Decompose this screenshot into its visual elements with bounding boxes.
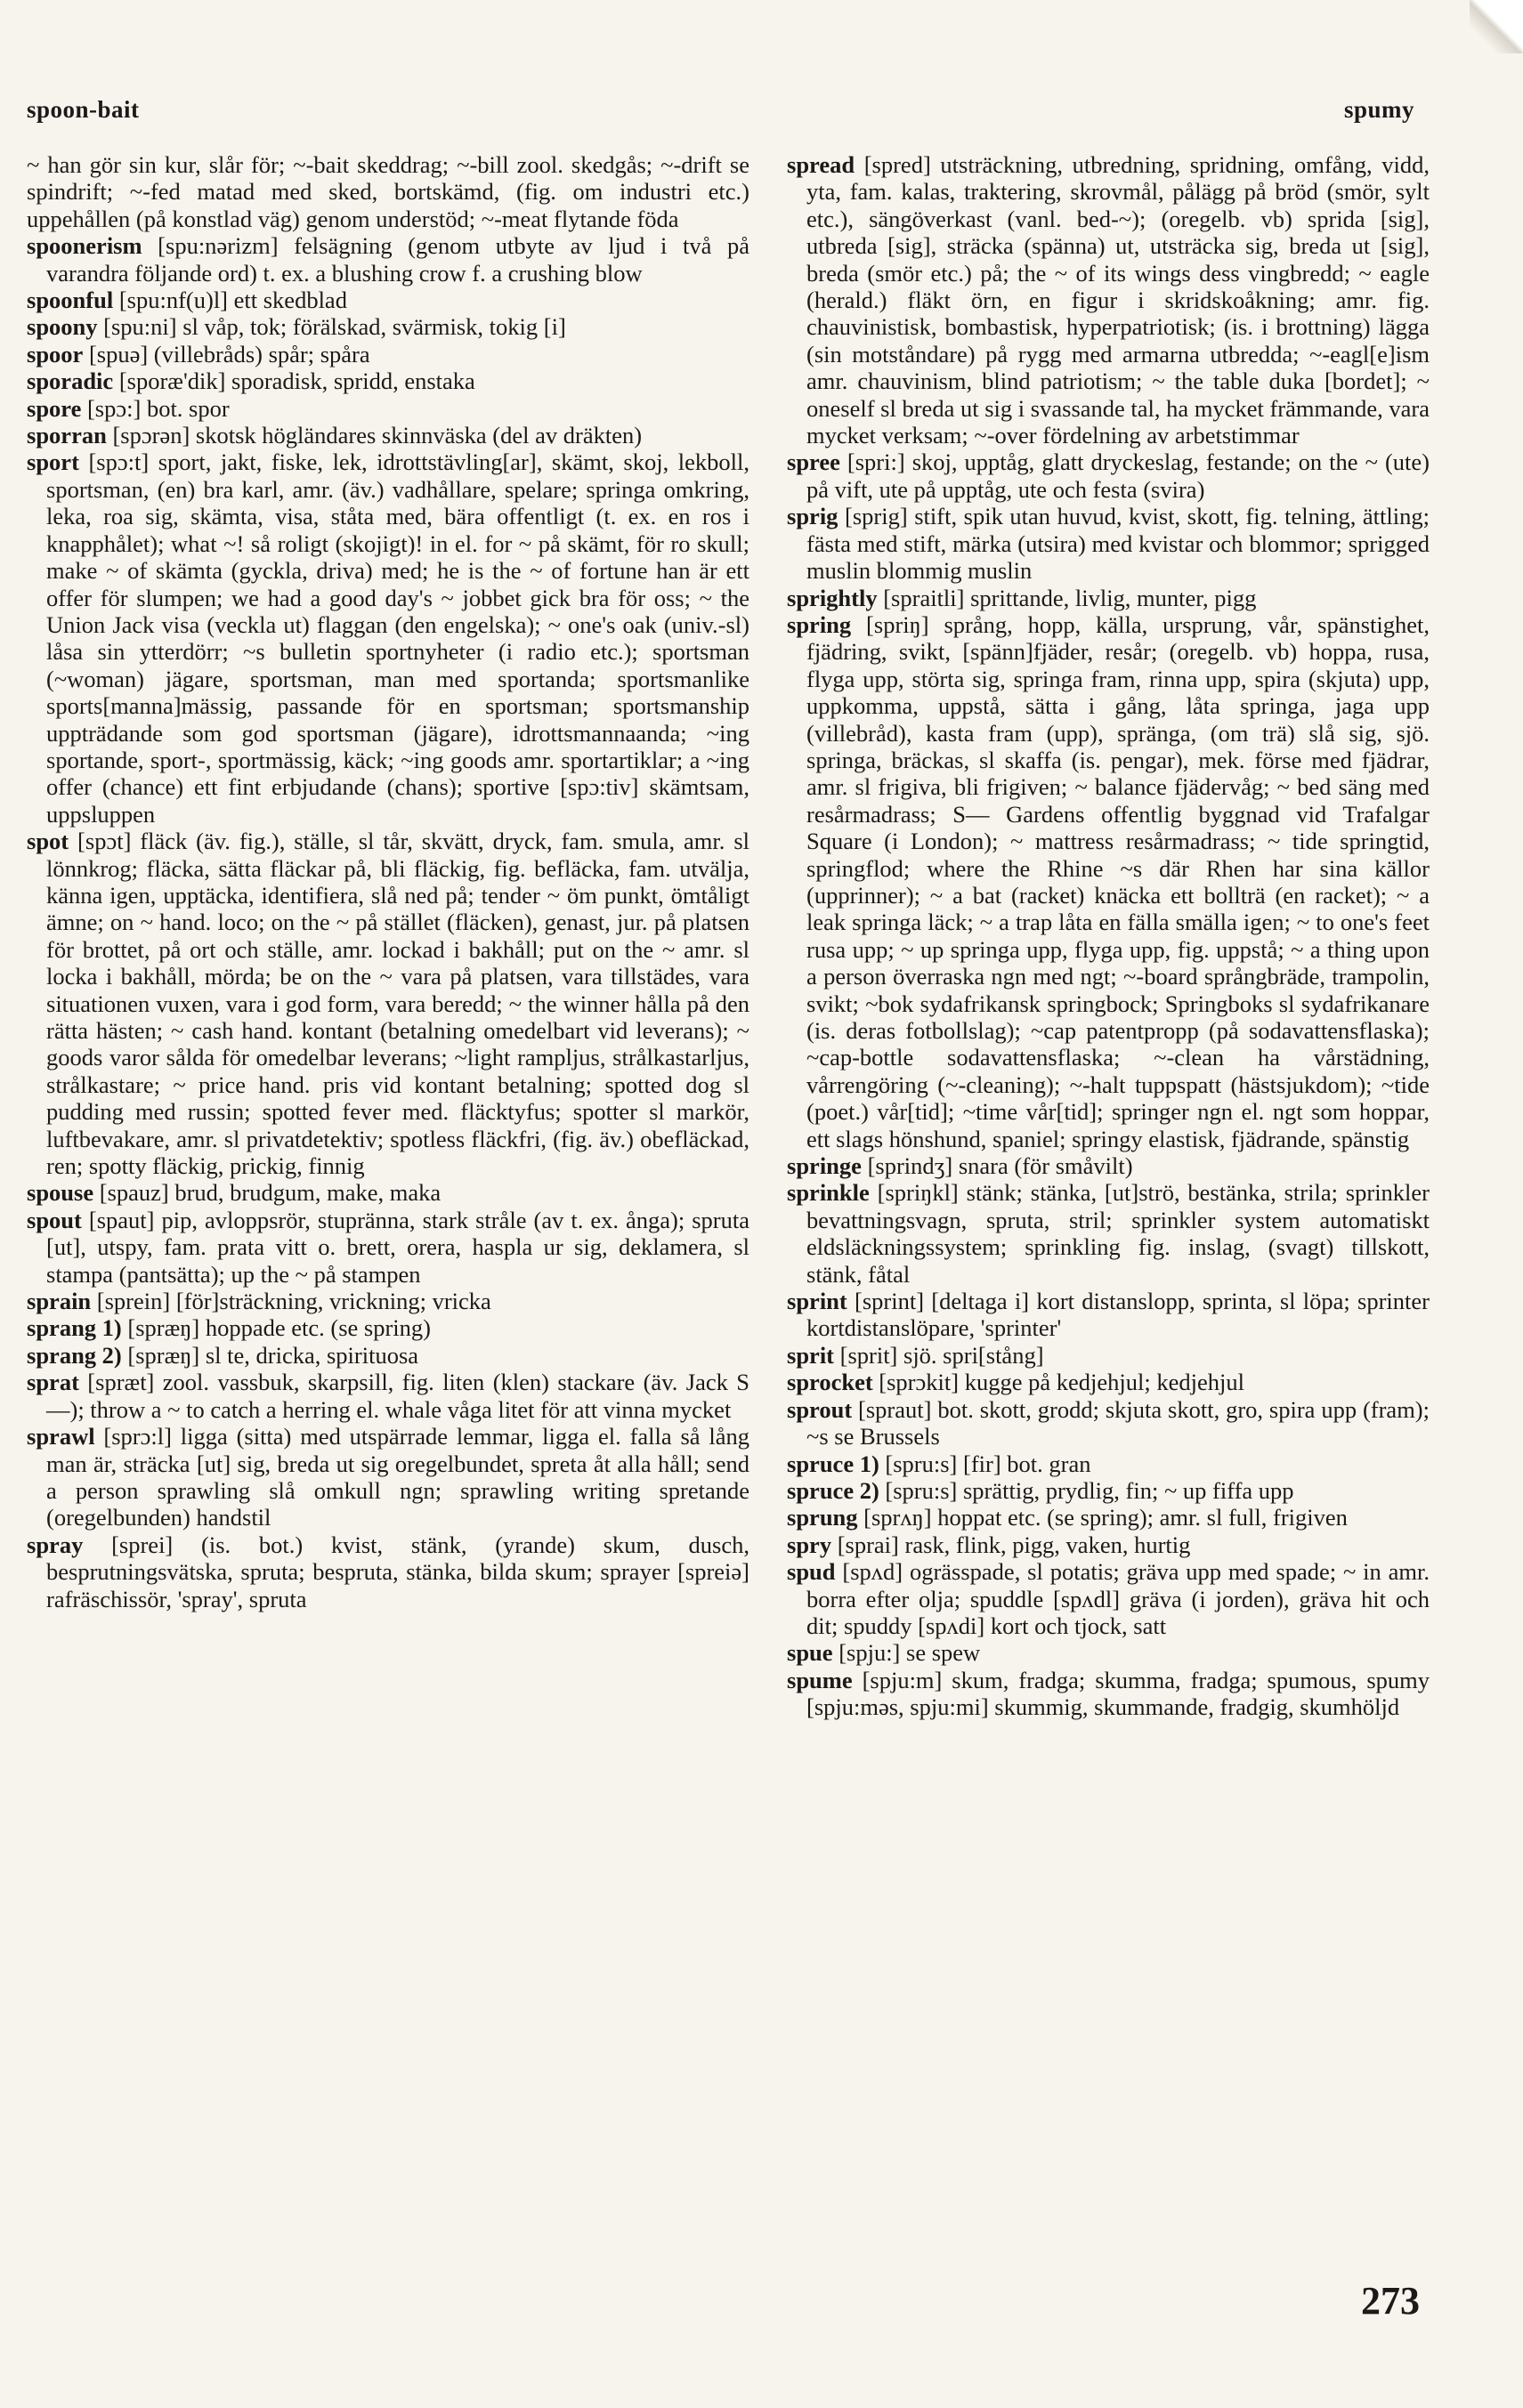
entry-spread: spread [spred] utsträckning, utbredning, spridning, omfång, vidd, yta, fam. kalas, traktering, skrovmål, pålägg på bröd (smör, sylt etc.), sängöverkast (vanl. bed-~); (oregelb. vb) sprida [sig], utbreda [sig], sträcka (spänna) ut, utsträcka sig, breda ut [sig], breda (smör etc.) på; the ~ of its wings dess vingbredd; ~ eagle (herald.) fläkt örn, en figur i skridskoåkning; amr. fig. chauvinistisk, bombastisk, hyperpatriotisk; (is. i brottning) lägga (sin motståndare) på rygg med armarna utbredda; ~-eagl[e]ism amr. chauvinism, blind patriotism; ~ the table duka [bordet]; ~ oneself sl breda ut sig i svassande tal, ha mycket främmande, vara mycket verksam; ~-over fördelning av arbetstimmar [787, 151, 1430, 449]
entry-spud: spud [spʌd] ogrässpade, sl potatis; gräva upp med spade; ~ in amr. borra efter olja; spuddle [spʌdl] gräva (i jorden), gräva hit och dit; spuddy [spʌdi] kort och tjock, satt [787, 1558, 1430, 1639]
entry-spout: spout [spaut] pip, avloppsrör, stupränna, stark stråle (av t. ex. ånga); spruta [ut], utspy, fam. prata vitt o. brett, orera, haspla ur sig, deklamera, sl stampa (pantsätta); up the ~ på stampen [27, 1206, 749, 1288]
entry-sporadic: sporadic [sporæ'dik] sporadisk, spridd, enstaka [27, 368, 475, 395]
entry-sprout: sprout [spraut] bot. skott, grodd; skjuta skott, gro, spira upp (fram); ~s se Brussels [787, 1395, 1430, 1450]
entry-spouse: spouse [spauz] brud, brudgum, make, maka [27, 1179, 442, 1207]
entry-sprawl: sprawl [sprɔ:l] ligga (sitta) med utspärrade lemmar, ligga el. falla så lång man är, sträcka [ut] sig, breda ut sig oregelbundet, spreta åt alla håll; send a person sprawling slå omkull ngn; sprawling writing spretande (oregelbunden) handstil [27, 1423, 749, 1531]
entry-spruce-1: spruce 1) [spru:s] [fir] bot. gran [787, 1450, 1091, 1477]
entry-sprang-2: sprang 2) [spræŋ] sl te, dricka, spirituosa [27, 1341, 419, 1369]
entry-sprint: sprint [sprint] [deltaga i] kort distanslopp, sprinta, sl löpa; sprinter kortdistanslöpare, 'sprinter' [787, 1288, 1430, 1342]
entry-spring: spring [spriŋ] språng, hopp, källa, ursprung, vår, spänstighet, fjädring, svikt, [spänn]fjäder, resår; (oregelb. vb) hoppa, rusa, flyga upp, störta sig, springa fram, rinna upp, spira (skjuta) upp, uppkomma, uppstå, sätta i gång, låta springa, jaga upp (villebråd), kasta fram (upp), spränga, (om trä) slå sig, sjö. springa, bräckas, sl skaffa (is. pengar), mek. förse med fjädrar, amr. sl frigiva, bli frigiven; ~ balance fjädervåg; ~ bed säng med resårmadrass; S— Gardens offentlig byggnad vid Trafalgar Square (i London); ~ mattress resårmadrass; ~ tide springtid, springflod; where the Rhine ~s där Rhen har sina källor (upprinner); ~ a bat (racket) knäcka ett bollträ (en racket); ~ a leak springa läck; ~ a trap låta en fälla smälla igen; ~ to one's feet rusa upp; ~ up springa upp, flyga upp, fig. uppstå; ~ a thing upon a person överraska ngn med ngt; ~-board språngbräde, trampolin, svikt; ~bok sydafrikansk springbock; Springboks sl sydafrikanare (is. deras fotbollslag); ~cap patentpropp (på sodavattensflaska); ~cap-bottle sodavattensflaska; ~-clean ha vårstädning, vårrengöring (~-cleaning); ~-halt tuppspatt (hästsjukdom); ~tide (poet.) vår[tid]; ~time vår[tid]; springer ngn el. ngt som hoppar, ett slags hönshund, spaniel; springy elastisk, fjädrande, spänstig [787, 610, 1430, 1152]
entry-spoony: spoony [spu:ni] sl våp, tok; förälskad, svärmisk, tokig [i] [27, 313, 566, 341]
running-head-right: spumy [1343, 96, 1414, 123]
entry-spree: spree [spri:] skoj, upptåg, glatt dryckeslag, festande; on the ~ (ute) på vift, ute på upptåg, ute och festa (svira) [787, 448, 1430, 503]
entry-spruce-2: spruce 2) [spru:s] sprättig, prydlig, fin; ~ up fiffa upp [787, 1476, 1294, 1504]
entry-springe: springe [sprindʒ] snara (för småvilt) [787, 1152, 1133, 1180]
entry-spue: spue [spju:] se spew [787, 1639, 981, 1667]
entry-spot: spot [spɔt] fläck (äv. fig.), ställe, sl tår, skvätt, dryck, fam. smula, amr. sl lönnkrog; fläcka, sätta fläckar på, bli fläckig, fig. befläcka, fam. utvälja, känna igen, upptäcka, identifiera, slå ned på; tender ~ öm punkt, ömtåligt ämne; on ~ hand. loco; on the ~ på stället (fläcken), genast, jur. på platsen för brottet, på ort och ställe, amr. lockad i bakhåll; put on the ~ amr. sl locka i bakhåll, mörda; be on the ~ vara på platsen, vara tillstädes, vara situationen vuxen, vara i god form, vara beredd; ~ the winner hålla på den rätta hästen; ~ cash hand. kontant (betalning omedelbart vid leverans); ~ goods varor sålda för omedelbar leverans; ~light rampljus, strålkastarljus, strålkastare; ~ price hand. pris vid kontant betalning; spotted dog sl pudding med russin; spotted fever med. fläcktyfus; spotter sl markör, luftbevakare, amr. sl privatdetektiv; spotless fläckfri, (fig. äv.) obefläckad, ren; spotty fläckig, prickig, finnig [27, 828, 749, 1180]
entry-sprightly: sprightly [spraitli] sprittande, livlig, munter, pigg [787, 584, 1257, 611]
entry-spry: spry [sprai] rask, flink, pigg, vaken, hurtig [787, 1531, 1191, 1558]
entry-sprat: sprat [spræt] zool. vassbuk, skarpsill, fig. liten (klen) stackare (äv. Jack S—); throw a ~ to catch a herring el. whale våga litet för att vinna mycket [27, 1369, 749, 1423]
running-head-left: spoon-bait [27, 96, 140, 123]
entry-sporran: sporran [spɔrən] skotsk högländares skinnväska (del av dräkten) [27, 422, 643, 449]
entry-spoonful: spoonful [spu:nf(u)l] ett skedblad [27, 287, 347, 314]
entry-spume: spume [spju:m] skum, fradga; skumma, fradga; spumous, spumy [spju:məs, spju:mi] skummig, skummande, fradgig, skumhöljd [787, 1666, 1430, 1721]
entry-spoonerism: spoonerism [spu:nərizm] felsägning (genom utbyte av ljud i två på varandra följande ord) t. ex. a blushing crow f. a crushing blow [27, 232, 749, 287]
entry-sprit: sprit [sprit] sjö. spri[stång] [787, 1341, 1044, 1369]
page-number: 273 [1361, 2279, 1420, 2323]
entry-spoon-cont: ~ han gör sin kur, slår för; ~-bait skeddrag; ~-bill zool. skedgås; ~-drift se spindrift; ~-fed matad med sked, bortskämd, (fig. om industri etc.) uppehållen (på konstlad väg) genom understöd; ~-meat flytande föda [27, 151, 749, 232]
entry-sprung: sprung [sprʌŋ] hoppat etc. (se spring); amr. sl full, frigiven [787, 1504, 1348, 1531]
left-column [27, 151, 749, 1612]
entry-sprang-1: sprang 1) [spræŋ] hoppade etc. (se spring) [27, 1314, 431, 1342]
entry-sprocket: sprocket [sprɔkit] kugge på kedjehjul; kedjehjul [787, 1369, 1244, 1396]
entry-sport: sport [spɔ:t] sport, jakt, fiske, lek, idrottstävling[ar], skämt, skoj, lekboll, sportsman, (en) bra karl, amr. (äv.) vadhållare, spelare; springa omkring, leka, roa sig, skämta, visa, ståta med, bära offentligt (t. ex. en ros i knapphålet); what ~! så roligt (skojigt)! in el. for ~ på skämt, för ro skull; make ~ of skämta (gyckla, driva) med; he is the ~ of fortune han är ett offer för slumpen; we had a good day's ~ jobbet gick bra för oss; ~ the Union Jack visa (veckla ut) flaggan (den engelska); ~ one's oak (univ.-sl) låsa sin ytterdörr; ~s bulletin sportnyheter (i radio etc.); sportsman (~woman) jägare, sportsman, man med sportanda; sportsmanlike sports[manna]mässig, passande för en sportsman; sportsmanship uppträdande som god sportsman (jägare), idrottsmannaanda; ~ing sportande, sport-, sportmässig, käck; ~ing goods amr. sportartiklar; a ~ing offer (chance) ett fint erbjudande (chans); sportive [spɔ:tiv] skämtsam, uppsluppen [27, 448, 749, 828]
entry-sprinkle: sprinkle [spriŋkl] stänk; stänka, [ut]strö, bestänka, strila; sprinkler bevattningsvagn, spruta, stril; sprinkler system automatiskt eldsläckningssystem; sprinkling fig. inslag, (svagt) tillskott, stänk, fåtal [787, 1179, 1430, 1288]
page-corner-fold [1470, 0, 1523, 53]
entry-sprig: sprig [sprig] stift, spik utan huvud, kvist, skott, fig. telning, ättling; fästa med stift, märka (utsira) med kvistar och blommor; sprigged muslin blommig muslin [787, 503, 1430, 585]
entry-sprain: sprain [sprein] [för]sträckning, vrickning; vricka [27, 1288, 491, 1315]
entry-spray: spray [sprei] (is. bot.) kvist, stänk, (yrande) skum, dusch, besprutningsvätska, spruta; bespruta, stänka, bilda skum; sprayer [spreiə] rafräschissör, 'spray', spruta [27, 1531, 749, 1612]
entry-spore: spore [spɔ:] bot. spor [27, 394, 230, 422]
right-column [787, 151, 1430, 1721]
entry-spoor: spoor [spuə] (villebråds) spår; spåra [27, 340, 370, 368]
